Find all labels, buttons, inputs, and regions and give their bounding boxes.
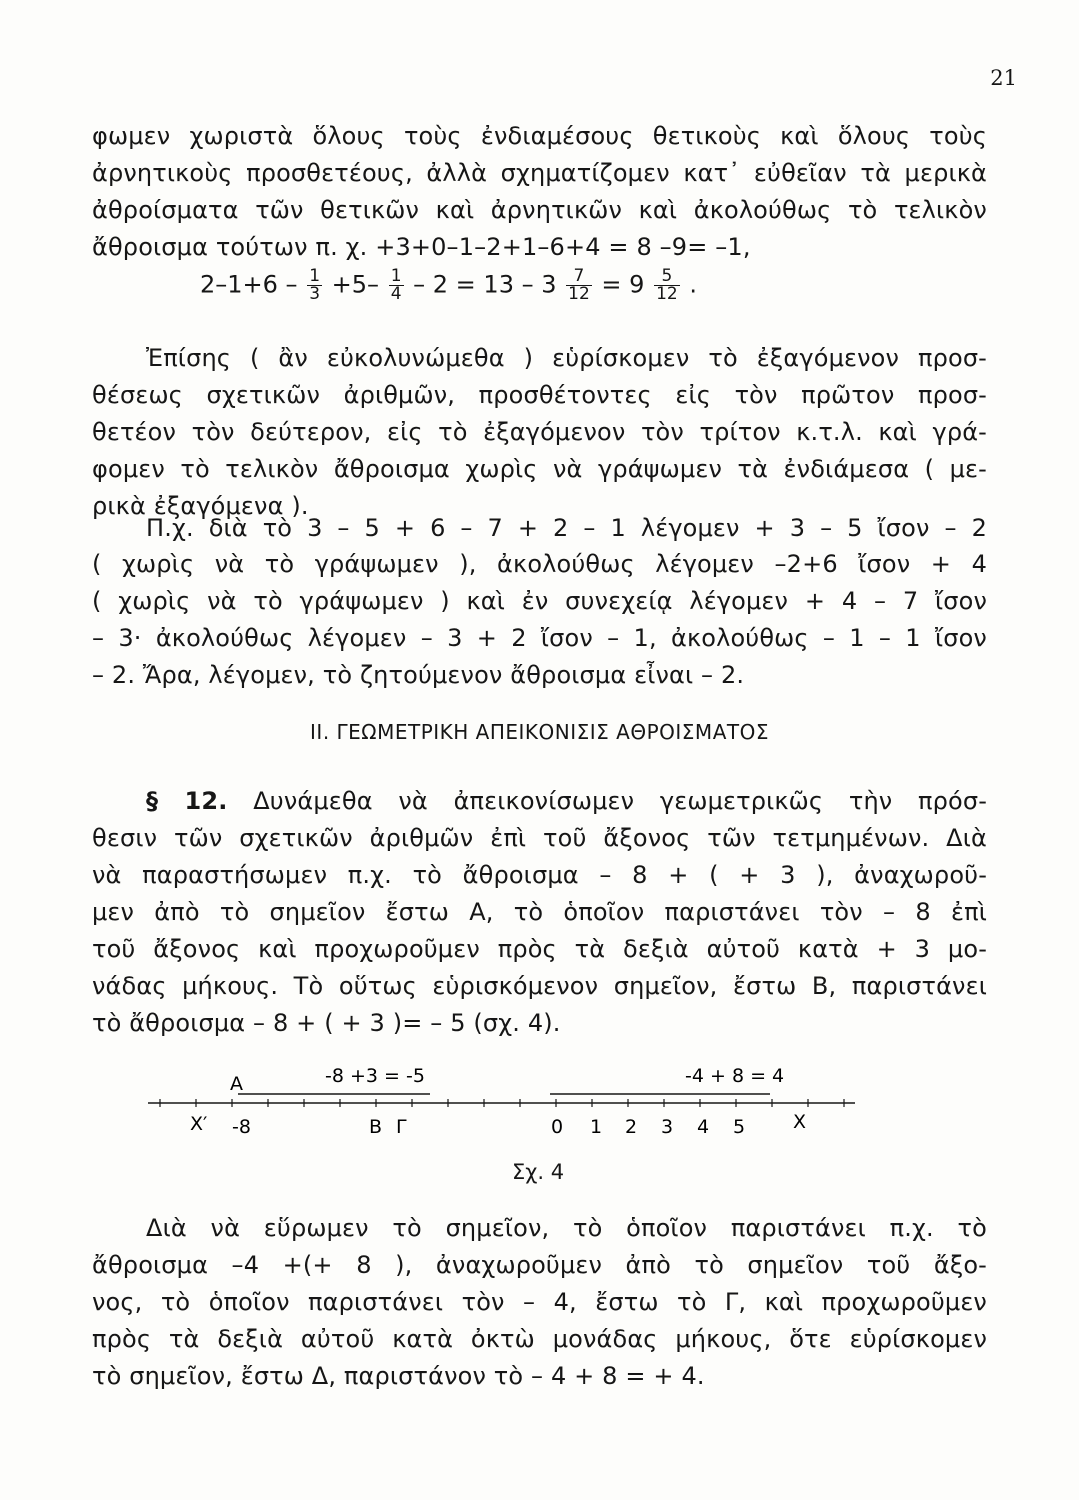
fraction — [654, 268, 680, 303]
text-line: – 3· ἀκολούθως λέγομεν – 3 + 2 ἴσον – 1, ἀκολούθως – 1 – 1 ἴσον — [92, 624, 987, 652]
text-line: πρὸς τὰ δεξιὰ αὐτοῦ κατὰ ὀκτὼ μονάδας μήκους, ὅτε εὑρίσκομεν — [92, 1325, 987, 1353]
text-line: ρικὰ ἐξαγόμενα ). — [92, 492, 309, 520]
section-number: § 12. — [146, 787, 228, 815]
text-line: μεν ἀπὸ τὸ σημεῖον ἔστω Α, τὸ ὁποῖον παριστάνει τὸν – 8 ἐπὶ — [92, 898, 987, 926]
figure-label-left: -8 +3 = -5 — [325, 1065, 425, 1087]
figure-label-right: -4 + 8 = 4 — [685, 1065, 785, 1087]
figure-caption: Σχ. 4 — [512, 1160, 565, 1184]
text-line: ( χωρὶς νὰ τὸ γράψωμεν ), ἀκολούθως λέγομεν –2+6 ἴσον + 4 — [92, 550, 987, 578]
text-line: τὸ σημεῖον, ἔστω Δ, παριστάνον τὸ – 4 + 8 = + 4. — [92, 1362, 705, 1390]
formula-part: – 2 = 13 – 3 — [413, 270, 557, 299]
axis-end-label: X — [793, 1111, 807, 1133]
fraction-formula — [200, 268, 697, 338]
text-line: φομεν τὸ τελικὸν ἄθροισμα χωρὶς νὰ γράψωμεν τὰ ἐνδιάμεσα ( με- — [92, 455, 987, 483]
fraction-numerator: 5 — [654, 268, 680, 286]
tick-label: 4 — [697, 1116, 710, 1138]
text-line: ἄθροισμα –4 +(+ 8 ), ἀναχωροῦμεν ἀπὸ τὸ σημεῖον τοῦ ἄξο- — [92, 1251, 987, 1279]
tick-label: 2 — [625, 1116, 638, 1138]
fraction-denominator: 4 — [390, 284, 402, 304]
axis-start-label: X′ — [190, 1113, 208, 1135]
text-line: τὸ ἄθροισμα – 8 + ( + 3 )= – 5 (σχ. 4). — [92, 1009, 561, 1037]
point-label-a: A — [230, 1073, 243, 1095]
section-heading: ΙΙ. ΓΕΩΜΕΤΡΙΚΗ ΑΠΕΙΚΟΝΙΣΙΣ ΑΘΡΟΙΣΜΑΤΟΣ — [310, 720, 769, 744]
text-line: θέσεως σχετικῶν ἀριθμῶν, προσθέτοντες εἰς τὸν πρῶτον προσ- — [92, 381, 987, 409]
text-line: Διὰ νὰ εὕρωμεν τὸ σημεῖον, τὸ ὁποῖον παριστάνει π.χ. τὸ — [146, 1214, 987, 1242]
number-axis-figure — [0, 1062, 1079, 1162]
text-line: φωμεν χωριστὰ ὅλους τοὺς ἐνδιαμέσους θετικοὺς καὶ ὅλους τοὺς — [92, 122, 987, 150]
text-line: νος, τὸ ὁποῖον παριστάνει τὸν – 4, ἔστω τὸ Γ, καὶ προχωροῦμεν — [92, 1288, 987, 1316]
tick-label: 1 — [590, 1116, 603, 1138]
text-line: Π.χ. διὰ τὸ 3 – 5 + 6 – 7 + 2 – 1 λέγομεν + 3 – 5 ἴσον – 2 — [146, 514, 987, 542]
text-line: τοῦ ἄξονος καὶ προχωροῦμεν πρὸς τὰ δεξιὰ αὐτοῦ κατὰ + 3 μο- — [92, 935, 987, 963]
formula-part: +5– — [331, 270, 380, 299]
tick-label: 0 — [551, 1116, 564, 1138]
fraction-numerator: 7 — [566, 268, 592, 286]
tick-label: 5 — [733, 1116, 746, 1138]
fraction-denominator: 3 — [309, 284, 321, 304]
text-line: – 2. Ἄρα, λέγομεν, τὸ ζητούμενον ἄθροισμα εἶναι – 2. — [92, 661, 745, 689]
fraction — [307, 268, 322, 303]
fraction-numerator: 1 — [309, 266, 321, 286]
text-line: ἀθροίσματα τῶν θετικῶν καὶ ἀρνητικῶν καὶ ἀκολούθως τὸ τελικὸν — [92, 196, 987, 224]
page-number: 21 — [990, 66, 1017, 90]
text-line: νάδας μήκους. Τὸ οὕτως εὑρισκόμενον σημεῖον, ἔστω Β, παριστάνει — [92, 972, 987, 1000]
fraction-numerator: 1 — [390, 266, 402, 286]
point-label-b: B — [369, 1116, 383, 1138]
section-first-line-text: Δυνάμεθα νὰ ἀπεικονίσωμεν γεωμετρικῶς τὴν πρόσ- — [253, 787, 988, 815]
text-line: ἀρνητικοὺς προσθετέους, ἀλλὰ σχηματίζομεν κατ᾽ εὐθεῖαν τὰ μερικὰ — [92, 159, 987, 187]
text-line: νὰ παραστήσωμεν π.χ. τὸ ἄθροισμα – 8 + ( + 3 ), ἀναχωροῦ- — [92, 861, 987, 889]
formula-part: . — [689, 270, 697, 299]
tick-label: 3 — [661, 1116, 674, 1138]
formula-part: 2–1+6 – — [200, 270, 298, 299]
formula-part: = 9 — [601, 270, 645, 299]
text-line: Ἐπίσης ( ἂν εὐκολυνώμεθα ) εὑρίσκομεν τὸ ἐξαγόμενον προσ- — [146, 344, 987, 372]
tick-label-minus8: -8 — [232, 1116, 251, 1138]
fraction-denominator: 12 — [656, 284, 678, 304]
text-line: ( χωρὶς νὰ τὸ γράψωμεν ) καὶ ἐν συνεχείᾳ λέγομεν + 4 – 7 ἴσον — [92, 587, 987, 615]
text-line: θετέον τὸν δεύτερον, εἰς τὸ ἐξαγόμενον τὸν τρίτον κ.τ.λ. καὶ γρά- — [92, 418, 987, 446]
fraction — [389, 268, 404, 303]
point-label-g: Γ — [396, 1116, 407, 1138]
text-line: ἄθροισμα τούτων π. χ. +3+0–1–2+1–6+4 = 8 –9= –1, — [92, 233, 751, 261]
fraction — [566, 268, 592, 303]
fraction-denominator: 12 — [568, 284, 590, 304]
text-line: θεσιν τῶν σχετικῶν ἀριθμῶν ἐπὶ τοῦ ἄξονος τῶν τετμημένων. Διὰ — [92, 824, 987, 852]
section-first-line — [146, 783, 987, 819]
